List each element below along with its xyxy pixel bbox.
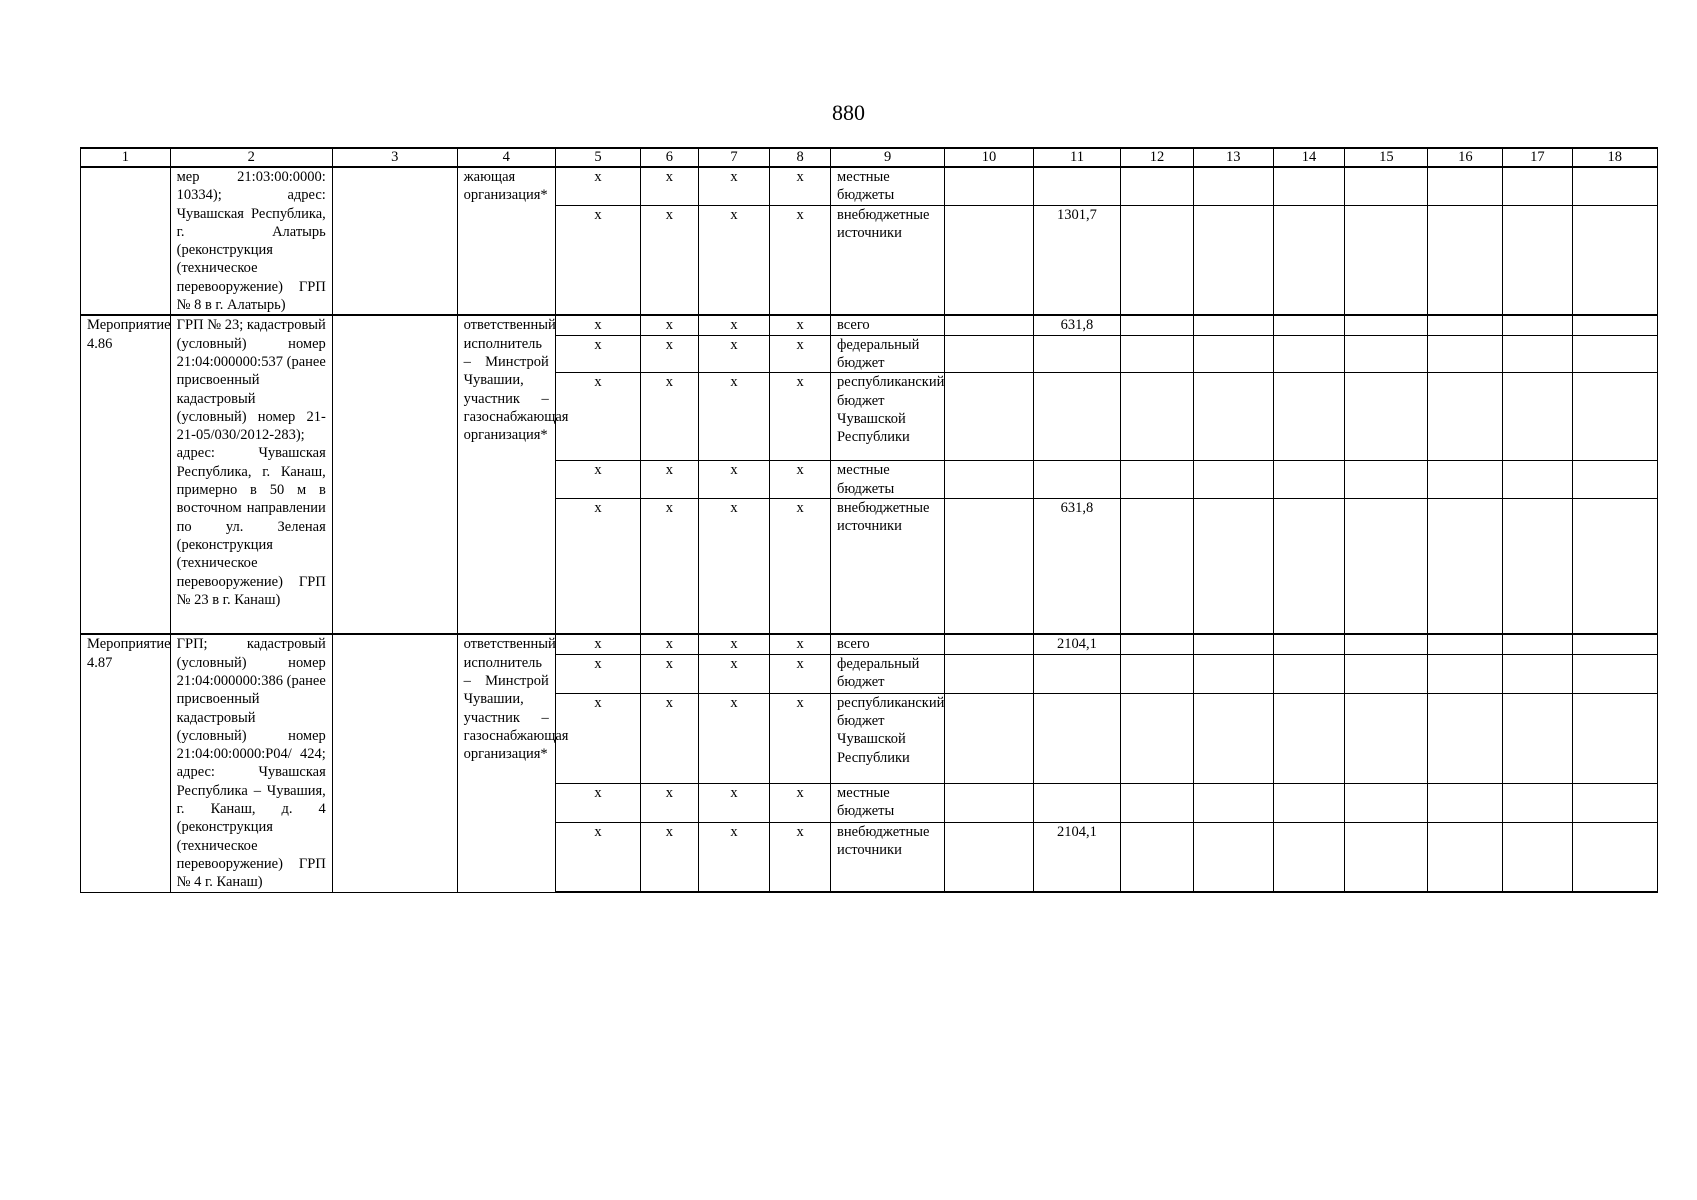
year-cell-18 (1572, 498, 1657, 634)
column-header: 16 (1428, 148, 1503, 167)
code-cell-5: x (555, 822, 640, 892)
year-cell-14 (1273, 498, 1344, 634)
year-cell-14 (1273, 205, 1344, 315)
year-cell-10 (945, 655, 1034, 694)
year-cell-17 (1503, 461, 1572, 499)
amount-cell-11 (1033, 335, 1120, 373)
column-header: 6 (641, 148, 699, 167)
code-cell-5: x (555, 167, 640, 205)
year-cell-14 (1273, 634, 1344, 654)
code-cell-6: x (641, 335, 699, 373)
year-cell-12 (1121, 784, 1194, 823)
year-cell-12 (1121, 655, 1194, 694)
year-cell-16 (1428, 498, 1503, 634)
year-cell-17 (1503, 784, 1572, 823)
column-header: 8 (770, 148, 831, 167)
year-cell-13 (1193, 373, 1273, 461)
year-cell-10 (945, 634, 1034, 654)
code-cell-5: x (555, 335, 640, 373)
code-cell-7: x (698, 784, 769, 823)
year-cell-16 (1428, 205, 1503, 315)
year-cell-12 (1121, 167, 1194, 205)
code-cell-8: x (770, 167, 831, 205)
code-cell-7: x (698, 373, 769, 461)
year-cell-15 (1345, 461, 1428, 499)
year-cell-17 (1503, 634, 1572, 654)
year-cell-10 (945, 461, 1034, 499)
year-cell-15 (1345, 373, 1428, 461)
code-cell-7: x (698, 693, 769, 783)
year-cell-12 (1121, 693, 1194, 783)
code-cell-8: x (770, 634, 831, 654)
year-cell-15 (1345, 335, 1428, 373)
code-cell-5: x (555, 315, 640, 335)
code-cell-6: x (641, 634, 699, 654)
code-cell-5: x (555, 784, 640, 823)
year-cell-15 (1345, 693, 1428, 783)
code-cell-5: x (555, 655, 640, 694)
year-cell-16 (1428, 634, 1503, 654)
year-cell-17 (1503, 373, 1572, 461)
code-cell-5: x (555, 634, 640, 654)
year-cell-17 (1503, 655, 1572, 694)
year-cell-18 (1572, 167, 1657, 205)
column-3-cell (332, 167, 457, 315)
code-cell-6: x (641, 205, 699, 315)
year-cell-16 (1428, 822, 1503, 892)
object-description-cell: ГРП № 23; кадастровый (условный) номер 21:04:000000:537 (ранее присвоенный кадастровый (условный) номер 21-21-05/030/2012-283); адрес: Чувашская Республика, г. Канаш, примерно в 50 м в восточном направлении по ул. Зеленая (реконструкция (техническое перевооружение) ГРП № 23 в г. Канаш) (170, 315, 332, 634)
year-cell-14 (1273, 822, 1344, 892)
year-cell-16 (1428, 315, 1503, 335)
year-cell-16 (1428, 167, 1503, 205)
amount-cell-11 (1033, 693, 1120, 783)
amount-cell-11 (1033, 167, 1120, 205)
code-cell-6: x (641, 655, 699, 694)
year-cell-18 (1572, 655, 1657, 694)
funding-source-cell: республиканский бюджет Чувашской Республики (831, 693, 945, 783)
measure-id-cell (81, 167, 171, 315)
year-cell-12 (1121, 335, 1194, 373)
funding-source-cell: федеральный бюджет (831, 335, 945, 373)
year-cell-15 (1345, 634, 1428, 654)
code-cell-7: x (698, 498, 769, 634)
code-cell-6: x (641, 498, 699, 634)
page-number: 880 (832, 100, 865, 125)
year-cell-18 (1572, 335, 1657, 373)
year-cell-13 (1193, 315, 1273, 335)
column-header: 13 (1193, 148, 1273, 167)
year-cell-13 (1193, 461, 1273, 499)
code-cell-8: x (770, 655, 831, 694)
column-header: 3 (332, 148, 457, 167)
year-cell-10 (945, 335, 1034, 373)
year-cell-18 (1572, 693, 1657, 783)
code-cell-5: x (555, 693, 640, 783)
column-header: 1 (81, 148, 171, 167)
funding-source-cell: местные бюджеты (831, 461, 945, 499)
column-header: 4 (457, 148, 555, 167)
year-cell-13 (1193, 784, 1273, 823)
year-cell-14 (1273, 784, 1344, 823)
code-cell-8: x (770, 498, 831, 634)
amount-cell-11: 1301,7 (1033, 205, 1120, 315)
year-cell-15 (1345, 167, 1428, 205)
year-cell-17 (1503, 498, 1572, 634)
year-cell-13 (1193, 335, 1273, 373)
year-cell-15 (1345, 784, 1428, 823)
column-3-cell (332, 315, 457, 634)
year-cell-18 (1572, 315, 1657, 335)
year-cell-14 (1273, 693, 1344, 783)
funding-source-cell: внебюджетные источники (831, 822, 945, 892)
code-cell-8: x (770, 784, 831, 823)
code-cell-5: x (555, 373, 640, 461)
code-cell-8: x (770, 822, 831, 892)
code-cell-6: x (641, 315, 699, 335)
column-header: 2 (170, 148, 332, 167)
table-row (81, 315, 1658, 335)
code-cell-7: x (698, 335, 769, 373)
code-cell-8: x (770, 205, 831, 315)
column-header: 5 (555, 148, 640, 167)
year-cell-15 (1345, 315, 1428, 335)
year-cell-17 (1503, 822, 1572, 892)
funding-source-cell: местные бюджеты (831, 784, 945, 823)
code-cell-5: x (555, 205, 640, 315)
year-cell-17 (1503, 335, 1572, 373)
amount-cell-11: 631,8 (1033, 315, 1120, 335)
funding-source-cell: внебюджетные источники (831, 498, 945, 634)
year-cell-16 (1428, 373, 1503, 461)
year-cell-17 (1503, 315, 1572, 335)
measure-id-cell: Мероприятие 4.86 (81, 315, 171, 634)
code-cell-6: x (641, 822, 699, 892)
year-cell-18 (1572, 205, 1657, 315)
code-cell-5: x (555, 498, 640, 634)
table-row (81, 634, 1658, 654)
year-cell-13 (1193, 205, 1273, 315)
year-cell-13 (1193, 655, 1273, 694)
year-cell-14 (1273, 315, 1344, 335)
year-cell-13 (1193, 498, 1273, 634)
year-cell-17 (1503, 693, 1572, 783)
column-header: 14 (1273, 148, 1344, 167)
amount-cell-11 (1033, 461, 1120, 499)
amount-cell-11 (1033, 784, 1120, 823)
year-cell-18 (1572, 822, 1657, 892)
program-table (80, 147, 1658, 893)
year-cell-18 (1572, 461, 1657, 499)
code-cell-6: x (641, 167, 699, 205)
code-cell-7: x (698, 634, 769, 654)
code-cell-6: x (641, 373, 699, 461)
year-cell-18 (1572, 634, 1657, 654)
code-cell-6: x (641, 461, 699, 499)
amount-cell-11 (1033, 373, 1120, 461)
year-cell-18 (1572, 784, 1657, 823)
header-row (81, 148, 1658, 167)
column-header: 17 (1503, 148, 1572, 167)
amount-cell-11: 2104,1 (1033, 634, 1120, 654)
year-cell-13 (1193, 822, 1273, 892)
column-header: 11 (1033, 148, 1120, 167)
year-cell-14 (1273, 373, 1344, 461)
year-cell-12 (1121, 634, 1194, 654)
code-cell-7: x (698, 655, 769, 694)
year-cell-14 (1273, 167, 1344, 205)
year-cell-10 (945, 822, 1034, 892)
year-cell-12 (1121, 822, 1194, 892)
year-cell-10 (945, 205, 1034, 315)
year-cell-13 (1193, 634, 1273, 654)
column-header: 15 (1345, 148, 1428, 167)
year-cell-15 (1345, 822, 1428, 892)
year-cell-12 (1121, 373, 1194, 461)
year-cell-15 (1345, 498, 1428, 634)
executor-cell: ответственный исполнитель – Минстрой Чувашии, участник – газоснабжающая организация* (457, 634, 555, 892)
funding-source-cell: всего (831, 315, 945, 335)
column-header: 7 (698, 148, 769, 167)
column-header: 9 (831, 148, 945, 167)
year-cell-10 (945, 315, 1034, 335)
column-header: 10 (945, 148, 1034, 167)
year-cell-10 (945, 373, 1034, 461)
year-cell-13 (1193, 693, 1273, 783)
funding-source-cell: всего (831, 634, 945, 654)
code-cell-7: x (698, 461, 769, 499)
code-cell-5: x (555, 461, 640, 499)
code-cell-8: x (770, 335, 831, 373)
year-cell-12 (1121, 205, 1194, 315)
code-cell-6: x (641, 784, 699, 823)
year-cell-10 (945, 693, 1034, 783)
column-header: 18 (1572, 148, 1657, 167)
year-cell-16 (1428, 655, 1503, 694)
code-cell-7: x (698, 315, 769, 335)
funding-source-cell: внебюджетные источники (831, 205, 945, 315)
column-3-cell (332, 634, 457, 892)
amount-cell-11: 631,8 (1033, 498, 1120, 634)
year-cell-14 (1273, 461, 1344, 499)
amount-cell-11 (1033, 655, 1120, 694)
year-cell-18 (1572, 373, 1657, 461)
code-cell-7: x (698, 822, 769, 892)
object-description-cell: ГРП; кадастровый (условный) номер 21:04:000000:386 (ранее присвоенный кадастровый (условный) номер 21:04:00:0000:Р04/ 424; адрес: Чувашская Республика – Чувашия, г. Канаш, д. 4 (реконструкция (техническое перевооружение) ГРП № 4 г. Канаш) (170, 634, 332, 892)
funding-source-cell: республиканский бюджет Чувашской Республики (831, 373, 945, 461)
year-cell-12 (1121, 315, 1194, 335)
code-cell-8: x (770, 315, 831, 335)
funding-source-cell: местные бюджеты (831, 167, 945, 205)
year-cell-16 (1428, 784, 1503, 823)
year-cell-17 (1503, 205, 1572, 315)
object-description-cell: мер 21:03:00:0000: 10334); адрес: Чувашская Республика, г. Алатырь (реконструкция (техническое перевооружение) ГРП № 8 в г. Алатырь) (170, 167, 332, 315)
year-cell-16 (1428, 693, 1503, 783)
year-cell-14 (1273, 335, 1344, 373)
code-cell-8: x (770, 693, 831, 783)
table-row (81, 167, 1658, 205)
measure-id-cell: Мероприятие 4.87 (81, 634, 171, 892)
year-cell-10 (945, 167, 1034, 205)
code-cell-8: x (770, 461, 831, 499)
executor-cell: жающая организация* (457, 167, 555, 315)
year-cell-10 (945, 784, 1034, 823)
year-cell-16 (1428, 335, 1503, 373)
code-cell-8: x (770, 373, 831, 461)
code-cell-7: x (698, 205, 769, 315)
year-cell-17 (1503, 167, 1572, 205)
year-cell-15 (1345, 205, 1428, 315)
funding-source-cell: федеральный бюджет (831, 655, 945, 694)
code-cell-6: x (641, 693, 699, 783)
year-cell-12 (1121, 461, 1194, 499)
year-cell-15 (1345, 655, 1428, 694)
year-cell-14 (1273, 655, 1344, 694)
year-cell-13 (1193, 167, 1273, 205)
column-header: 12 (1121, 148, 1194, 167)
year-cell-10 (945, 498, 1034, 634)
year-cell-12 (1121, 498, 1194, 634)
code-cell-7: x (698, 167, 769, 205)
year-cell-16 (1428, 461, 1503, 499)
executor-cell: ответственный исполнитель – Минстрой Чувашии, участник – газоснабжающая организация* (457, 315, 555, 634)
amount-cell-11: 2104,1 (1033, 822, 1120, 892)
